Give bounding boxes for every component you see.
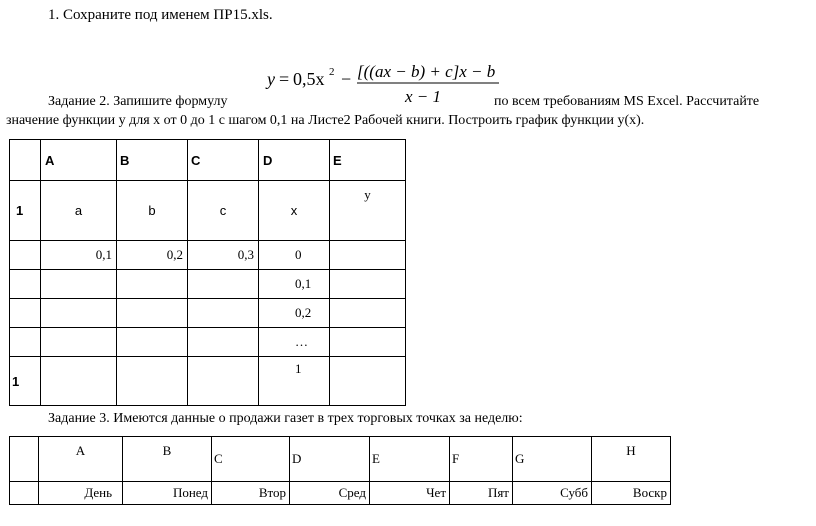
cell: 0 bbox=[259, 241, 330, 270]
cell: Субб bbox=[513, 482, 592, 505]
col-header-c: C bbox=[212, 437, 290, 482]
formula-lhs: y bbox=[267, 69, 275, 89]
table-row bbox=[10, 270, 406, 299]
table-row bbox=[10, 482, 671, 505]
cell: 0,1 bbox=[41, 241, 117, 270]
table-row bbox=[10, 437, 671, 482]
formula-minus: − bbox=[341, 69, 352, 89]
cell: a bbox=[41, 181, 117, 241]
formula-numerator: [((ax − b) + c]x − b bbox=[357, 62, 496, 81]
table-row bbox=[10, 328, 406, 357]
table-row bbox=[10, 299, 406, 328]
cell: Втор bbox=[212, 482, 290, 505]
table-row bbox=[10, 241, 406, 270]
col-header-d: D bbox=[290, 437, 370, 482]
col-header-b: B bbox=[123, 437, 212, 482]
cell: x bbox=[259, 181, 330, 241]
col-header-c: C bbox=[188, 140, 259, 181]
formula bbox=[265, 58, 505, 108]
formula-denominator: x − 1 bbox=[405, 87, 442, 106]
cell: Воскр bbox=[592, 482, 671, 505]
task3-text: Задание 3. Имеются данные о продажи газет в трех торговых точках за неделю: bbox=[48, 411, 523, 426]
cell: 0,2 bbox=[259, 299, 330, 328]
col-header-a: A bbox=[41, 140, 117, 181]
cell: b bbox=[117, 181, 188, 241]
task1-text: 1. Сохраните под именем ПР15.xls. bbox=[48, 7, 273, 23]
col-header-h: H bbox=[592, 437, 671, 482]
task2-line2: значение функции у для х от 0 до 1 с шагом 0,1 на Листе2 Рабочей книги. Построить график функции у(х). bbox=[6, 113, 645, 128]
task2-label: Задание 2. Запишите формулу bbox=[48, 94, 228, 109]
cell: … bbox=[259, 328, 330, 357]
col-header-d: D bbox=[259, 140, 330, 181]
formula-power: 2 bbox=[329, 66, 335, 78]
cell: y bbox=[330, 181, 406, 241]
cell: Пят bbox=[450, 482, 513, 505]
cell: Чет bbox=[370, 482, 450, 505]
table-row bbox=[10, 181, 406, 241]
cell: День bbox=[39, 482, 123, 505]
cell: Сред bbox=[290, 482, 370, 505]
row-number: 1 bbox=[10, 181, 41, 241]
cell: 0,3 bbox=[188, 241, 259, 270]
col-header-b: B bbox=[117, 140, 188, 181]
col-header-a: A bbox=[39, 437, 123, 482]
table-row bbox=[10, 357, 406, 406]
row-number: 1 bbox=[10, 357, 41, 406]
table-1 bbox=[9, 139, 406, 406]
task2-right: по всем требованиям MS Excel. Рассчитайте bbox=[494, 94, 760, 109]
col-header-g: G bbox=[513, 437, 592, 482]
col-header-f: F bbox=[450, 437, 513, 482]
col-header-e: E bbox=[330, 140, 406, 181]
cell bbox=[330, 241, 406, 270]
cell: Понед bbox=[123, 482, 212, 505]
cell: 0,1 bbox=[259, 270, 330, 299]
table-2 bbox=[9, 436, 671, 505]
cell: 1 bbox=[259, 357, 330, 406]
cell: 0,2 bbox=[117, 241, 188, 270]
formula-eq: = bbox=[279, 69, 290, 89]
cell: c bbox=[188, 181, 259, 241]
formula-term1: 0,5x bbox=[293, 69, 325, 89]
col-header-e: E bbox=[370, 437, 450, 482]
